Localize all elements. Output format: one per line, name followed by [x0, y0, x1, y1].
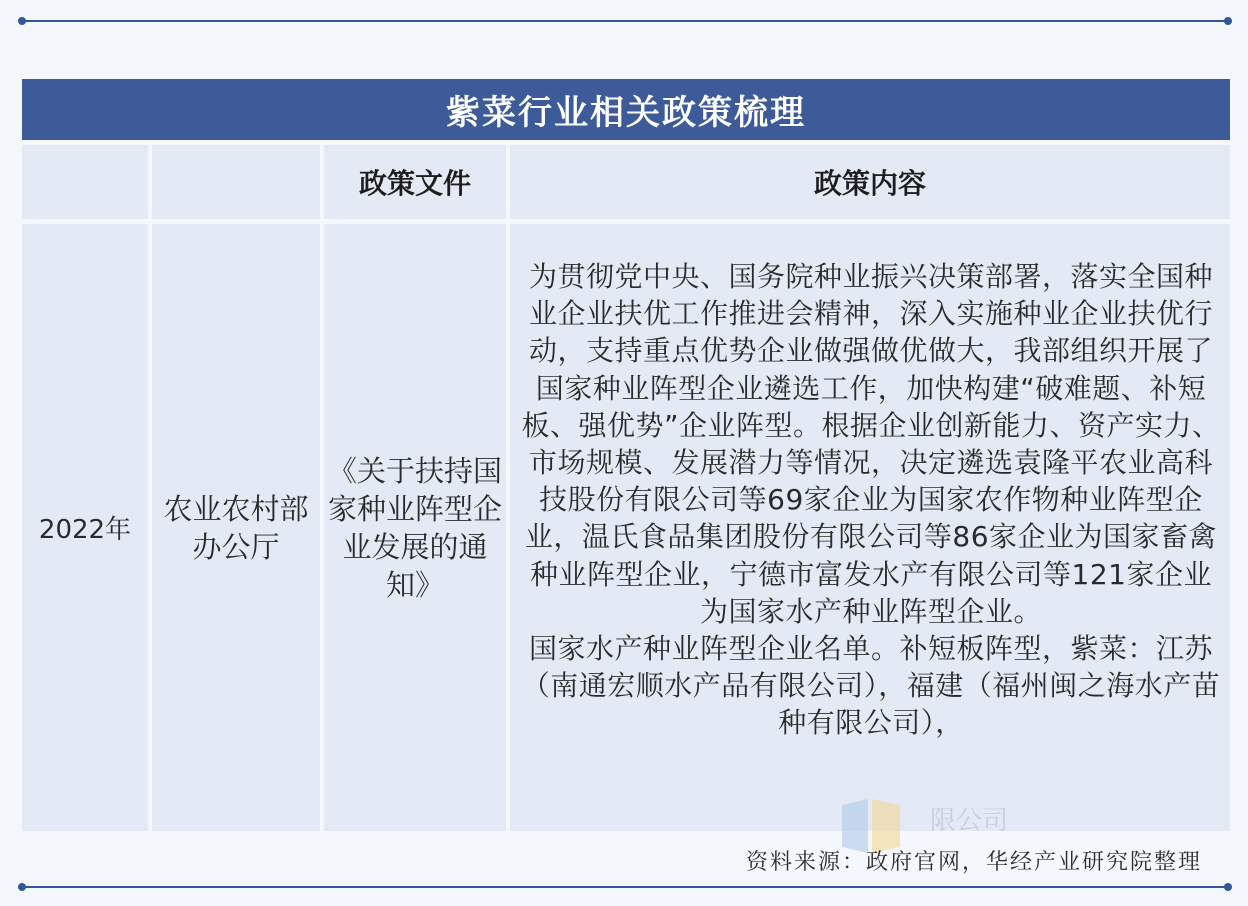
- cell-department: [152, 224, 320, 831]
- header-label-content: 政策内容: [813, 167, 926, 200]
- header-cell-department: [152, 145, 320, 219]
- rule-dot-left-bottom: [18, 883, 26, 891]
- header-cell-content: [510, 145, 1230, 219]
- top-rule: [22, 20, 1228, 22]
- header-label-document: 政策文件: [358, 167, 471, 200]
- policy-content: [516, 258, 1226, 742]
- rule-dot-left: [18, 17, 26, 25]
- rule-dot-right: [1224, 17, 1232, 25]
- cell-year: [22, 224, 148, 831]
- policy-document: 《关于扶持国家种业阵型企业发展的通知》: [327, 453, 502, 602]
- title-bar: [22, 79, 1230, 140]
- bottom-rule: [22, 886, 1228, 888]
- policy-content-paragraph-2: 国家水产种业阵型企业名单。补短板阵型，紫菜：江苏（南通宏顺水产品有限公司），福建（福州闽之海水产苗种有限公司），: [521, 632, 1221, 740]
- policy-content-paragraph-1: 为贯彻党中央、国务院种业振兴决策部署，落实全国种业企业扶优工作推进会精神，深入实施种业企业扶优行动，支持重点优势企业做强做优做大，我部组织开展了国家种业阵型企业遴选工作，加快构建“破难题、补短板、强优势”企业阵型。根据企业创新能力、资产实力、市场规模、发展潜力等情况，决定遴选袁隆平农业高科技股份有限公司等69家企业为国家农作物种业阵型企业，温氏食品集团股份有限公司等86家企业为国家畜禽种业阵型企业，宁德市富发水产有限公司等121家企业为国家水产种业阵型企业。: [521, 260, 1221, 628]
- source-note: [22, 838, 1228, 882]
- rule-dot-right-bottom: [1224, 883, 1232, 891]
- watermark-text: 限公司: [930, 806, 1009, 836]
- policy-year: 2022年: [38, 515, 132, 545]
- cell-document: [324, 224, 506, 831]
- header-cell-year: [22, 145, 148, 219]
- source-text: 资料来源：政府官网，华经产业研究院整理: [745, 849, 1202, 875]
- policy-department: 农业农村部办公厅: [163, 491, 309, 564]
- table-title: 紫菜行业相关政策梳理: [446, 93, 806, 133]
- header-cell-document: [324, 145, 506, 219]
